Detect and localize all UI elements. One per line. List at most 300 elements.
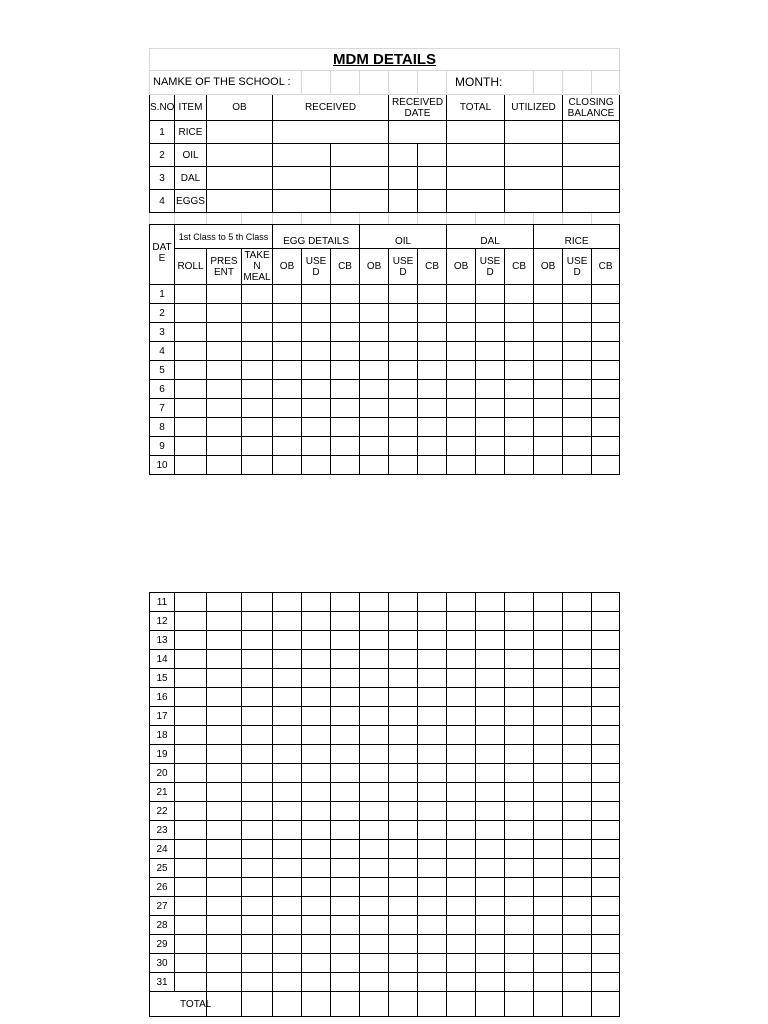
entry-cell[interactable] <box>592 361 620 380</box>
entry-cell[interactable] <box>476 821 505 840</box>
entry-cell[interactable] <box>563 707 592 726</box>
entry-cell[interactable] <box>505 669 534 688</box>
school-name-field[interactable] <box>389 71 418 95</box>
entry-cell[interactable] <box>389 783 418 802</box>
utilized-cell[interactable] <box>505 190 563 213</box>
total-cell[interactable] <box>534 992 563 1017</box>
entry-cell[interactable] <box>534 437 563 456</box>
closing-balance-cell[interactable] <box>563 167 620 190</box>
entry-cell[interactable] <box>505 418 534 437</box>
entry-cell[interactable] <box>447 380 476 399</box>
entry-cell[interactable] <box>563 916 592 935</box>
entry-cell[interactable] <box>360 361 389 380</box>
entry-cell[interactable] <box>447 726 476 745</box>
entry-cell[interactable] <box>242 612 273 631</box>
entry-cell[interactable] <box>447 631 476 650</box>
received-date-cell[interactable] <box>389 190 418 213</box>
entry-cell[interactable] <box>175 437 207 456</box>
entry-cell[interactable] <box>242 764 273 783</box>
entry-cell[interactable] <box>563 802 592 821</box>
entry-cell[interactable] <box>302 840 331 859</box>
entry-cell[interactable] <box>331 380 360 399</box>
entry-cell[interactable] <box>302 916 331 935</box>
entry-cell[interactable] <box>534 726 563 745</box>
entry-cell[interactable] <box>207 802 242 821</box>
entry-cell[interactable] <box>302 304 331 323</box>
entry-cell[interactable] <box>505 304 534 323</box>
entry-cell[interactable] <box>331 840 360 859</box>
ob-cell[interactable] <box>207 167 273 190</box>
entry-cell[interactable] <box>302 456 331 475</box>
entry-cell[interactable] <box>242 361 273 380</box>
entry-cell[interactable] <box>273 380 302 399</box>
ob-cell[interactable] <box>207 144 273 167</box>
entry-cell[interactable] <box>592 821 620 840</box>
entry-cell[interactable] <box>331 688 360 707</box>
entry-cell[interactable] <box>534 916 563 935</box>
entry-cell[interactable] <box>505 726 534 745</box>
entry-cell[interactable] <box>476 437 505 456</box>
entry-cell[interactable] <box>273 593 302 612</box>
entry-cell[interactable] <box>534 304 563 323</box>
entry-cell[interactable] <box>418 437 447 456</box>
entry-cell[interactable] <box>418 361 447 380</box>
entry-cell[interactable] <box>273 399 302 418</box>
entry-cell[interactable] <box>476 688 505 707</box>
received-date-cell[interactable] <box>418 144 447 167</box>
entry-cell[interactable] <box>505 437 534 456</box>
entry-cell[interactable] <box>360 783 389 802</box>
entry-cell[interactable] <box>505 342 534 361</box>
entry-cell[interactable] <box>534 361 563 380</box>
entry-cell[interactable] <box>360 688 389 707</box>
entry-cell[interactable] <box>302 285 331 304</box>
entry-cell[interactable] <box>534 840 563 859</box>
entry-cell[interactable] <box>207 954 242 973</box>
entry-cell[interactable] <box>418 650 447 669</box>
entry-cell[interactable] <box>418 954 447 973</box>
entry-cell[interactable] <box>302 897 331 916</box>
entry-cell[interactable] <box>534 764 563 783</box>
entry-cell[interactable] <box>242 821 273 840</box>
entry-cell[interactable] <box>331 707 360 726</box>
entry-cell[interactable] <box>534 342 563 361</box>
entry-cell[interactable] <box>331 285 360 304</box>
entry-cell[interactable] <box>476 342 505 361</box>
entry-cell[interactable] <box>242 783 273 802</box>
entry-cell[interactable] <box>592 304 620 323</box>
entry-cell[interactable] <box>242 669 273 688</box>
entry-cell[interactable] <box>302 859 331 878</box>
entry-cell[interactable] <box>592 935 620 954</box>
entry-cell[interactable] <box>273 916 302 935</box>
entry-cell[interactable] <box>331 802 360 821</box>
entry-cell[interactable] <box>242 916 273 935</box>
entry-cell[interactable] <box>175 954 207 973</box>
entry-cell[interactable] <box>592 342 620 361</box>
entry-cell[interactable] <box>563 669 592 688</box>
entry-cell[interactable] <box>331 897 360 916</box>
entry-cell[interactable] <box>592 669 620 688</box>
entry-cell[interactable] <box>360 669 389 688</box>
entry-cell[interactable] <box>175 399 207 418</box>
entry-cell[interactable] <box>418 802 447 821</box>
received-date-cell[interactable] <box>389 144 418 167</box>
entry-cell[interactable] <box>273 418 302 437</box>
entry-cell[interactable] <box>592 688 620 707</box>
entry-cell[interactable] <box>418 285 447 304</box>
entry-cell[interactable] <box>534 380 563 399</box>
entry-cell[interactable] <box>505 323 534 342</box>
entry-cell[interactable] <box>242 285 273 304</box>
entry-cell[interactable] <box>592 399 620 418</box>
total-cell[interactable] <box>447 992 476 1017</box>
entry-cell[interactable] <box>360 897 389 916</box>
entry-cell[interactable] <box>418 612 447 631</box>
entry-cell[interactable] <box>175 878 207 897</box>
entry-cell[interactable] <box>360 954 389 973</box>
entry-cell[interactable] <box>175 593 207 612</box>
entry-cell[interactable] <box>534 821 563 840</box>
entry-cell[interactable] <box>360 726 389 745</box>
entry-cell[interactable] <box>563 631 592 650</box>
total-cell[interactable] <box>418 992 447 1017</box>
entry-cell[interactable] <box>389 916 418 935</box>
entry-cell[interactable] <box>563 897 592 916</box>
entry-cell[interactable] <box>207 418 242 437</box>
entry-cell[interactable] <box>302 342 331 361</box>
entry-cell[interactable] <box>175 802 207 821</box>
entry-cell[interactable] <box>563 650 592 669</box>
entry-cell[interactable] <box>360 802 389 821</box>
entry-cell[interactable] <box>207 707 242 726</box>
entry-cell[interactable] <box>476 593 505 612</box>
entry-cell[interactable] <box>476 935 505 954</box>
entry-cell[interactable] <box>331 764 360 783</box>
entry-cell[interactable] <box>175 764 207 783</box>
entry-cell[interactable] <box>476 380 505 399</box>
month-field[interactable] <box>534 71 563 95</box>
entry-cell[interactable] <box>447 973 476 992</box>
month-field[interactable] <box>592 71 620 95</box>
entry-cell[interactable] <box>273 285 302 304</box>
entry-cell[interactable] <box>592 859 620 878</box>
entry-cell[interactable] <box>207 840 242 859</box>
entry-cell[interactable] <box>273 726 302 745</box>
entry-cell[interactable] <box>242 593 273 612</box>
entry-cell[interactable] <box>331 935 360 954</box>
entry-cell[interactable] <box>534 973 563 992</box>
entry-cell[interactable] <box>302 726 331 745</box>
entry-cell[interactable] <box>505 399 534 418</box>
entry-cell[interactable] <box>592 437 620 456</box>
entry-cell[interactable] <box>476 878 505 897</box>
entry-cell[interactable] <box>302 380 331 399</box>
entry-cell[interactable] <box>476 418 505 437</box>
entry-cell[interactable] <box>242 935 273 954</box>
entry-cell[interactable] <box>331 399 360 418</box>
total-cell[interactable] <box>302 992 331 1017</box>
entry-cell[interactable] <box>389 726 418 745</box>
entry-cell[interactable] <box>207 973 242 992</box>
entry-cell[interactable] <box>389 897 418 916</box>
entry-cell[interactable] <box>418 380 447 399</box>
entry-cell[interactable] <box>592 764 620 783</box>
entry-cell[interactable] <box>563 612 592 631</box>
received-cell[interactable] <box>331 190 389 213</box>
entry-cell[interactable] <box>302 973 331 992</box>
total-cell[interactable] <box>242 992 273 1017</box>
entry-cell[interactable] <box>505 878 534 897</box>
total-cell[interactable] <box>592 992 620 1017</box>
total-cell[interactable] <box>360 992 389 1017</box>
entry-cell[interactable] <box>447 745 476 764</box>
entry-cell[interactable] <box>175 304 207 323</box>
entry-cell[interactable] <box>563 285 592 304</box>
entry-cell[interactable] <box>273 650 302 669</box>
entry-cell[interactable] <box>273 304 302 323</box>
entry-cell[interactable] <box>418 878 447 897</box>
entry-cell[interactable] <box>505 631 534 650</box>
entry-cell[interactable] <box>242 688 273 707</box>
entry-cell[interactable] <box>505 935 534 954</box>
entry-cell[interactable] <box>331 631 360 650</box>
entry-cell[interactable] <box>207 821 242 840</box>
entry-cell[interactable] <box>175 897 207 916</box>
entry-cell[interactable] <box>418 916 447 935</box>
school-name-field[interactable] <box>418 71 447 95</box>
entry-cell[interactable] <box>273 669 302 688</box>
entry-cell[interactable] <box>331 916 360 935</box>
entry-cell[interactable] <box>242 437 273 456</box>
entry-cell[interactable] <box>360 342 389 361</box>
entry-cell[interactable] <box>389 859 418 878</box>
entry-cell[interactable] <box>418 897 447 916</box>
entry-cell[interactable] <box>207 688 242 707</box>
entry-cell[interactable] <box>418 745 447 764</box>
entry-cell[interactable] <box>175 418 207 437</box>
entry-cell[interactable] <box>418 304 447 323</box>
entry-cell[interactable] <box>207 631 242 650</box>
entry-cell[interactable] <box>273 821 302 840</box>
entry-cell[interactable] <box>505 897 534 916</box>
entry-cell[interactable] <box>302 764 331 783</box>
entry-cell[interactable] <box>175 380 207 399</box>
entry-cell[interactable] <box>389 821 418 840</box>
month-field[interactable] <box>563 71 592 95</box>
entry-cell[interactable] <box>360 821 389 840</box>
entry-cell[interactable] <box>592 802 620 821</box>
entry-cell[interactable] <box>418 399 447 418</box>
entry-cell[interactable] <box>447 437 476 456</box>
entry-cell[interactable] <box>207 285 242 304</box>
entry-cell[interactable] <box>360 456 389 475</box>
entry-cell[interactable] <box>476 304 505 323</box>
received-date-cell[interactable] <box>418 167 447 190</box>
entry-cell[interactable] <box>360 707 389 726</box>
utilized-cell[interactable] <box>505 144 563 167</box>
entry-cell[interactable] <box>175 726 207 745</box>
entry-cell[interactable] <box>418 456 447 475</box>
entry-cell[interactable] <box>418 783 447 802</box>
entry-cell[interactable] <box>534 593 563 612</box>
entry-cell[interactable] <box>418 935 447 954</box>
entry-cell[interactable] <box>331 304 360 323</box>
entry-cell[interactable] <box>447 593 476 612</box>
entry-cell[interactable] <box>360 418 389 437</box>
received-date-cell[interactable] <box>418 190 447 213</box>
total-cell[interactable] <box>563 992 592 1017</box>
entry-cell[interactable] <box>592 897 620 916</box>
entry-cell[interactable] <box>242 859 273 878</box>
entry-cell[interactable] <box>418 688 447 707</box>
entry-cell[interactable] <box>360 399 389 418</box>
entry-cell[interactable] <box>331 726 360 745</box>
entry-cell[interactable] <box>242 897 273 916</box>
entry-cell[interactable] <box>418 342 447 361</box>
entry-cell[interactable] <box>389 612 418 631</box>
received-cell[interactable] <box>331 167 389 190</box>
entry-cell[interactable] <box>592 745 620 764</box>
entry-cell[interactable] <box>242 650 273 669</box>
entry-cell[interactable] <box>447 783 476 802</box>
entry-cell[interactable] <box>360 631 389 650</box>
entry-cell[interactable] <box>476 323 505 342</box>
entry-cell[interactable] <box>207 897 242 916</box>
entry-cell[interactable] <box>273 361 302 380</box>
entry-cell[interactable] <box>447 304 476 323</box>
entry-cell[interactable] <box>242 802 273 821</box>
entry-cell[interactable] <box>331 954 360 973</box>
entry-cell[interactable] <box>175 840 207 859</box>
entry-cell[interactable] <box>360 745 389 764</box>
entry-cell[interactable] <box>175 612 207 631</box>
entry-cell[interactable] <box>592 916 620 935</box>
entry-cell[interactable] <box>534 859 563 878</box>
entry-cell[interactable] <box>534 745 563 764</box>
entry-cell[interactable] <box>360 323 389 342</box>
entry-cell[interactable] <box>207 399 242 418</box>
entry-cell[interactable] <box>476 783 505 802</box>
entry-cell[interactable] <box>273 859 302 878</box>
entry-cell[interactable] <box>563 380 592 399</box>
entry-cell[interactable] <box>331 878 360 897</box>
entry-cell[interactable] <box>207 593 242 612</box>
utilized-cell[interactable] <box>505 121 563 144</box>
entry-cell[interactable] <box>207 935 242 954</box>
entry-cell[interactable] <box>447 342 476 361</box>
entry-cell[interactable] <box>273 897 302 916</box>
entry-cell[interactable] <box>302 707 331 726</box>
entry-cell[interactable] <box>418 323 447 342</box>
entry-cell[interactable] <box>175 935 207 954</box>
entry-cell[interactable] <box>447 859 476 878</box>
entry-cell[interactable] <box>505 821 534 840</box>
entry-cell[interactable] <box>242 726 273 745</box>
entry-cell[interactable] <box>476 840 505 859</box>
entry-cell[interactable] <box>331 821 360 840</box>
entry-cell[interactable] <box>331 323 360 342</box>
entry-cell[interactable] <box>175 783 207 802</box>
entry-cell[interactable] <box>360 973 389 992</box>
entry-cell[interactable] <box>242 745 273 764</box>
entry-cell[interactable] <box>534 323 563 342</box>
entry-cell[interactable] <box>476 954 505 973</box>
received-cell[interactable] <box>273 121 389 144</box>
entry-cell[interactable] <box>175 323 207 342</box>
entry-cell[interactable] <box>302 954 331 973</box>
entry-cell[interactable] <box>175 688 207 707</box>
entry-cell[interactable] <box>242 631 273 650</box>
entry-cell[interactable] <box>505 764 534 783</box>
entry-cell[interactable] <box>389 707 418 726</box>
entry-cell[interactable] <box>175 342 207 361</box>
entry-cell[interactable] <box>389 688 418 707</box>
entry-cell[interactable] <box>302 323 331 342</box>
entry-cell[interactable] <box>592 726 620 745</box>
entry-cell[interactable] <box>207 437 242 456</box>
entry-cell[interactable] <box>592 707 620 726</box>
entry-cell[interactable] <box>207 726 242 745</box>
entry-cell[interactable] <box>273 456 302 475</box>
entry-cell[interactable] <box>476 745 505 764</box>
entry-cell[interactable] <box>418 631 447 650</box>
total-cell[interactable] <box>447 167 505 190</box>
entry-cell[interactable] <box>505 380 534 399</box>
entry-cell[interactable] <box>476 361 505 380</box>
entry-cell[interactable] <box>331 456 360 475</box>
entry-cell[interactable] <box>273 935 302 954</box>
entry-cell[interactable] <box>534 688 563 707</box>
entry-cell[interactable] <box>418 726 447 745</box>
entry-cell[interactable] <box>331 361 360 380</box>
entry-cell[interactable] <box>302 399 331 418</box>
entry-cell[interactable] <box>331 745 360 764</box>
entry-cell[interactable] <box>207 669 242 688</box>
entry-cell[interactable] <box>447 897 476 916</box>
entry-cell[interactable] <box>476 456 505 475</box>
entry-cell[interactable] <box>207 783 242 802</box>
entry-cell[interactable] <box>273 840 302 859</box>
entry-cell[interactable] <box>207 764 242 783</box>
entry-cell[interactable] <box>476 285 505 304</box>
entry-cell[interactable] <box>273 783 302 802</box>
entry-cell[interactable] <box>563 840 592 859</box>
entry-cell[interactable] <box>418 418 447 437</box>
entry-cell[interactable] <box>242 878 273 897</box>
entry-cell[interactable] <box>360 593 389 612</box>
entry-cell[interactable] <box>389 399 418 418</box>
entry-cell[interactable] <box>476 399 505 418</box>
entry-cell[interactable] <box>418 669 447 688</box>
entry-cell[interactable] <box>242 954 273 973</box>
entry-cell[interactable] <box>389 935 418 954</box>
entry-cell[interactable] <box>563 745 592 764</box>
entry-cell[interactable] <box>534 878 563 897</box>
entry-cell[interactable] <box>175 631 207 650</box>
entry-cell[interactable] <box>273 612 302 631</box>
entry-cell[interactable] <box>534 935 563 954</box>
entry-cell[interactable] <box>389 380 418 399</box>
entry-cell[interactable] <box>447 916 476 935</box>
entry-cell[interactable] <box>563 973 592 992</box>
entry-cell[interactable] <box>447 764 476 783</box>
entry-cell[interactable] <box>389 593 418 612</box>
entry-cell[interactable] <box>360 612 389 631</box>
entry-cell[interactable] <box>418 821 447 840</box>
entry-cell[interactable] <box>175 745 207 764</box>
entry-cell[interactable] <box>389 878 418 897</box>
